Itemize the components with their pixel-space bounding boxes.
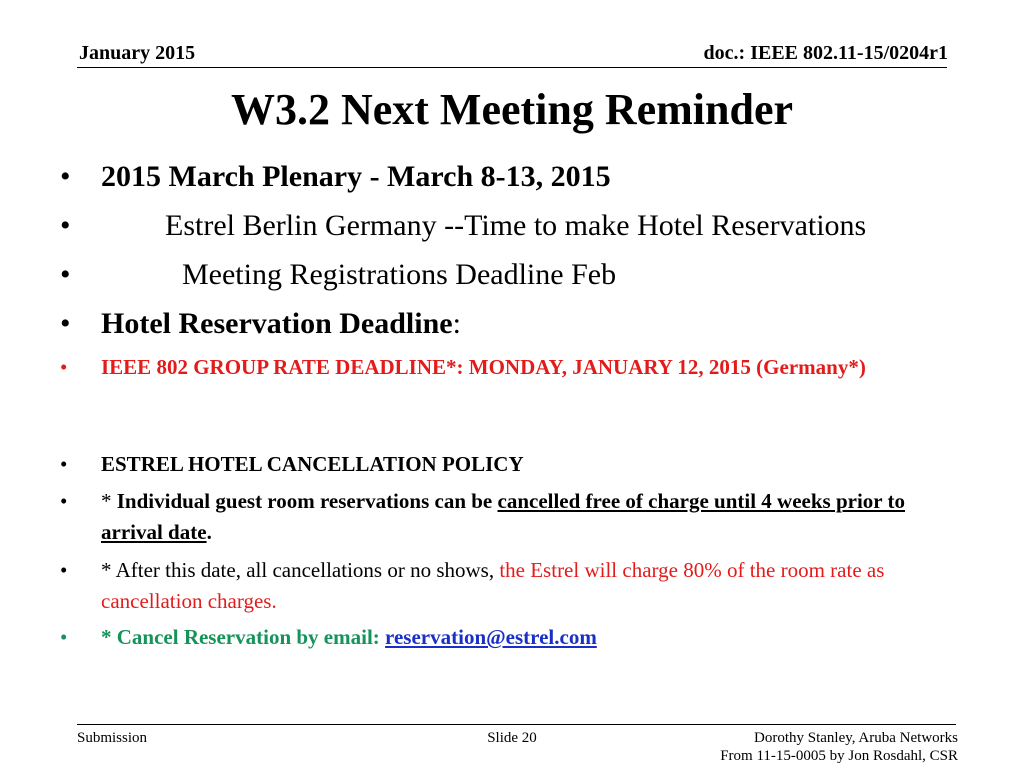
bullet-dot: •: [60, 307, 71, 340]
cancel-email-label: * Cancel Reservation by email:: [101, 625, 386, 649]
slide-title: W3.2 Next Meeting Reminder: [230, 85, 794, 134]
bullet-cancellation-policy-text: ESTREL HOTEL CANCELLATION POLICY: [101, 452, 524, 476]
footer-author-line2: From 11-15-0005 by Jon Rosdahl, CSR: [720, 748, 958, 764]
header-date: January 2015: [79, 42, 196, 64]
bullet-dot: •: [60, 209, 71, 242]
free-cancellation-period: .: [206, 520, 212, 544]
footer-submission: Submission: [77, 730, 148, 746]
free-cancellation-star: *: [101, 489, 117, 513]
bullet-venue-text: Estrel Berlin Germany --Time to make Hotel Reservations: [165, 209, 867, 242]
bullet-no-show-charges-text: [101, 555, 931, 617]
bullet-dot: •: [60, 558, 68, 582]
free-cancellation-bold: Individual guest room reservations can be: [116, 489, 498, 513]
footer-author: [720, 729, 958, 765]
footer-slide-number: Slide 20: [487, 730, 537, 746]
no-show-charge-red: the Estrel will charge 80% of the room rate as cancellation charges.: [101, 558, 885, 613]
bullet-hotel-deadline-text: [101, 307, 931, 341]
footer-divider: [77, 724, 956, 725]
hotel-deadline-label: Hotel Reservation Deadline: [101, 307, 453, 340]
bullet-cancel-email-text: [101, 622, 931, 653]
bullet-group-rate-text: IEEE 802 GROUP RATE DEADLINE*: MONDAY, JANUARY 12, 2015 (Germany*): [101, 355, 866, 379]
bullet-plenary-text: 2015 March Plenary - March 8-13, 2015: [101, 160, 611, 193]
bullet-dot: •: [60, 625, 68, 649]
bullet-registration-text: Meeting Registrations Deadline Feb: [182, 258, 617, 291]
footer-author-line1: Dorothy Stanley, Aruba Networks: [754, 730, 958, 746]
bullet-dot: •: [60, 258, 71, 291]
bullet-dot: •: [60, 355, 68, 379]
no-show-text: * After this date, all cancellations or no shows,: [101, 558, 500, 582]
reservation-email-link[interactable]: reservation@estrel.com: [385, 625, 597, 649]
hotel-deadline-colon: :: [452, 307, 461, 340]
bullet-dot: •: [60, 452, 68, 476]
header-doc-id: doc.: IEEE 802.11-15/0204r1: [703, 42, 948, 64]
bullet-dot: •: [60, 489, 68, 513]
bullet-dot: •: [60, 160, 71, 193]
free-cancellation-underlined: cancelled free of charge until 4 weeks prior to arrival date: [101, 489, 905, 544]
bullet-free-cancellation-text: [101, 486, 931, 548]
header-divider: [77, 67, 947, 68]
